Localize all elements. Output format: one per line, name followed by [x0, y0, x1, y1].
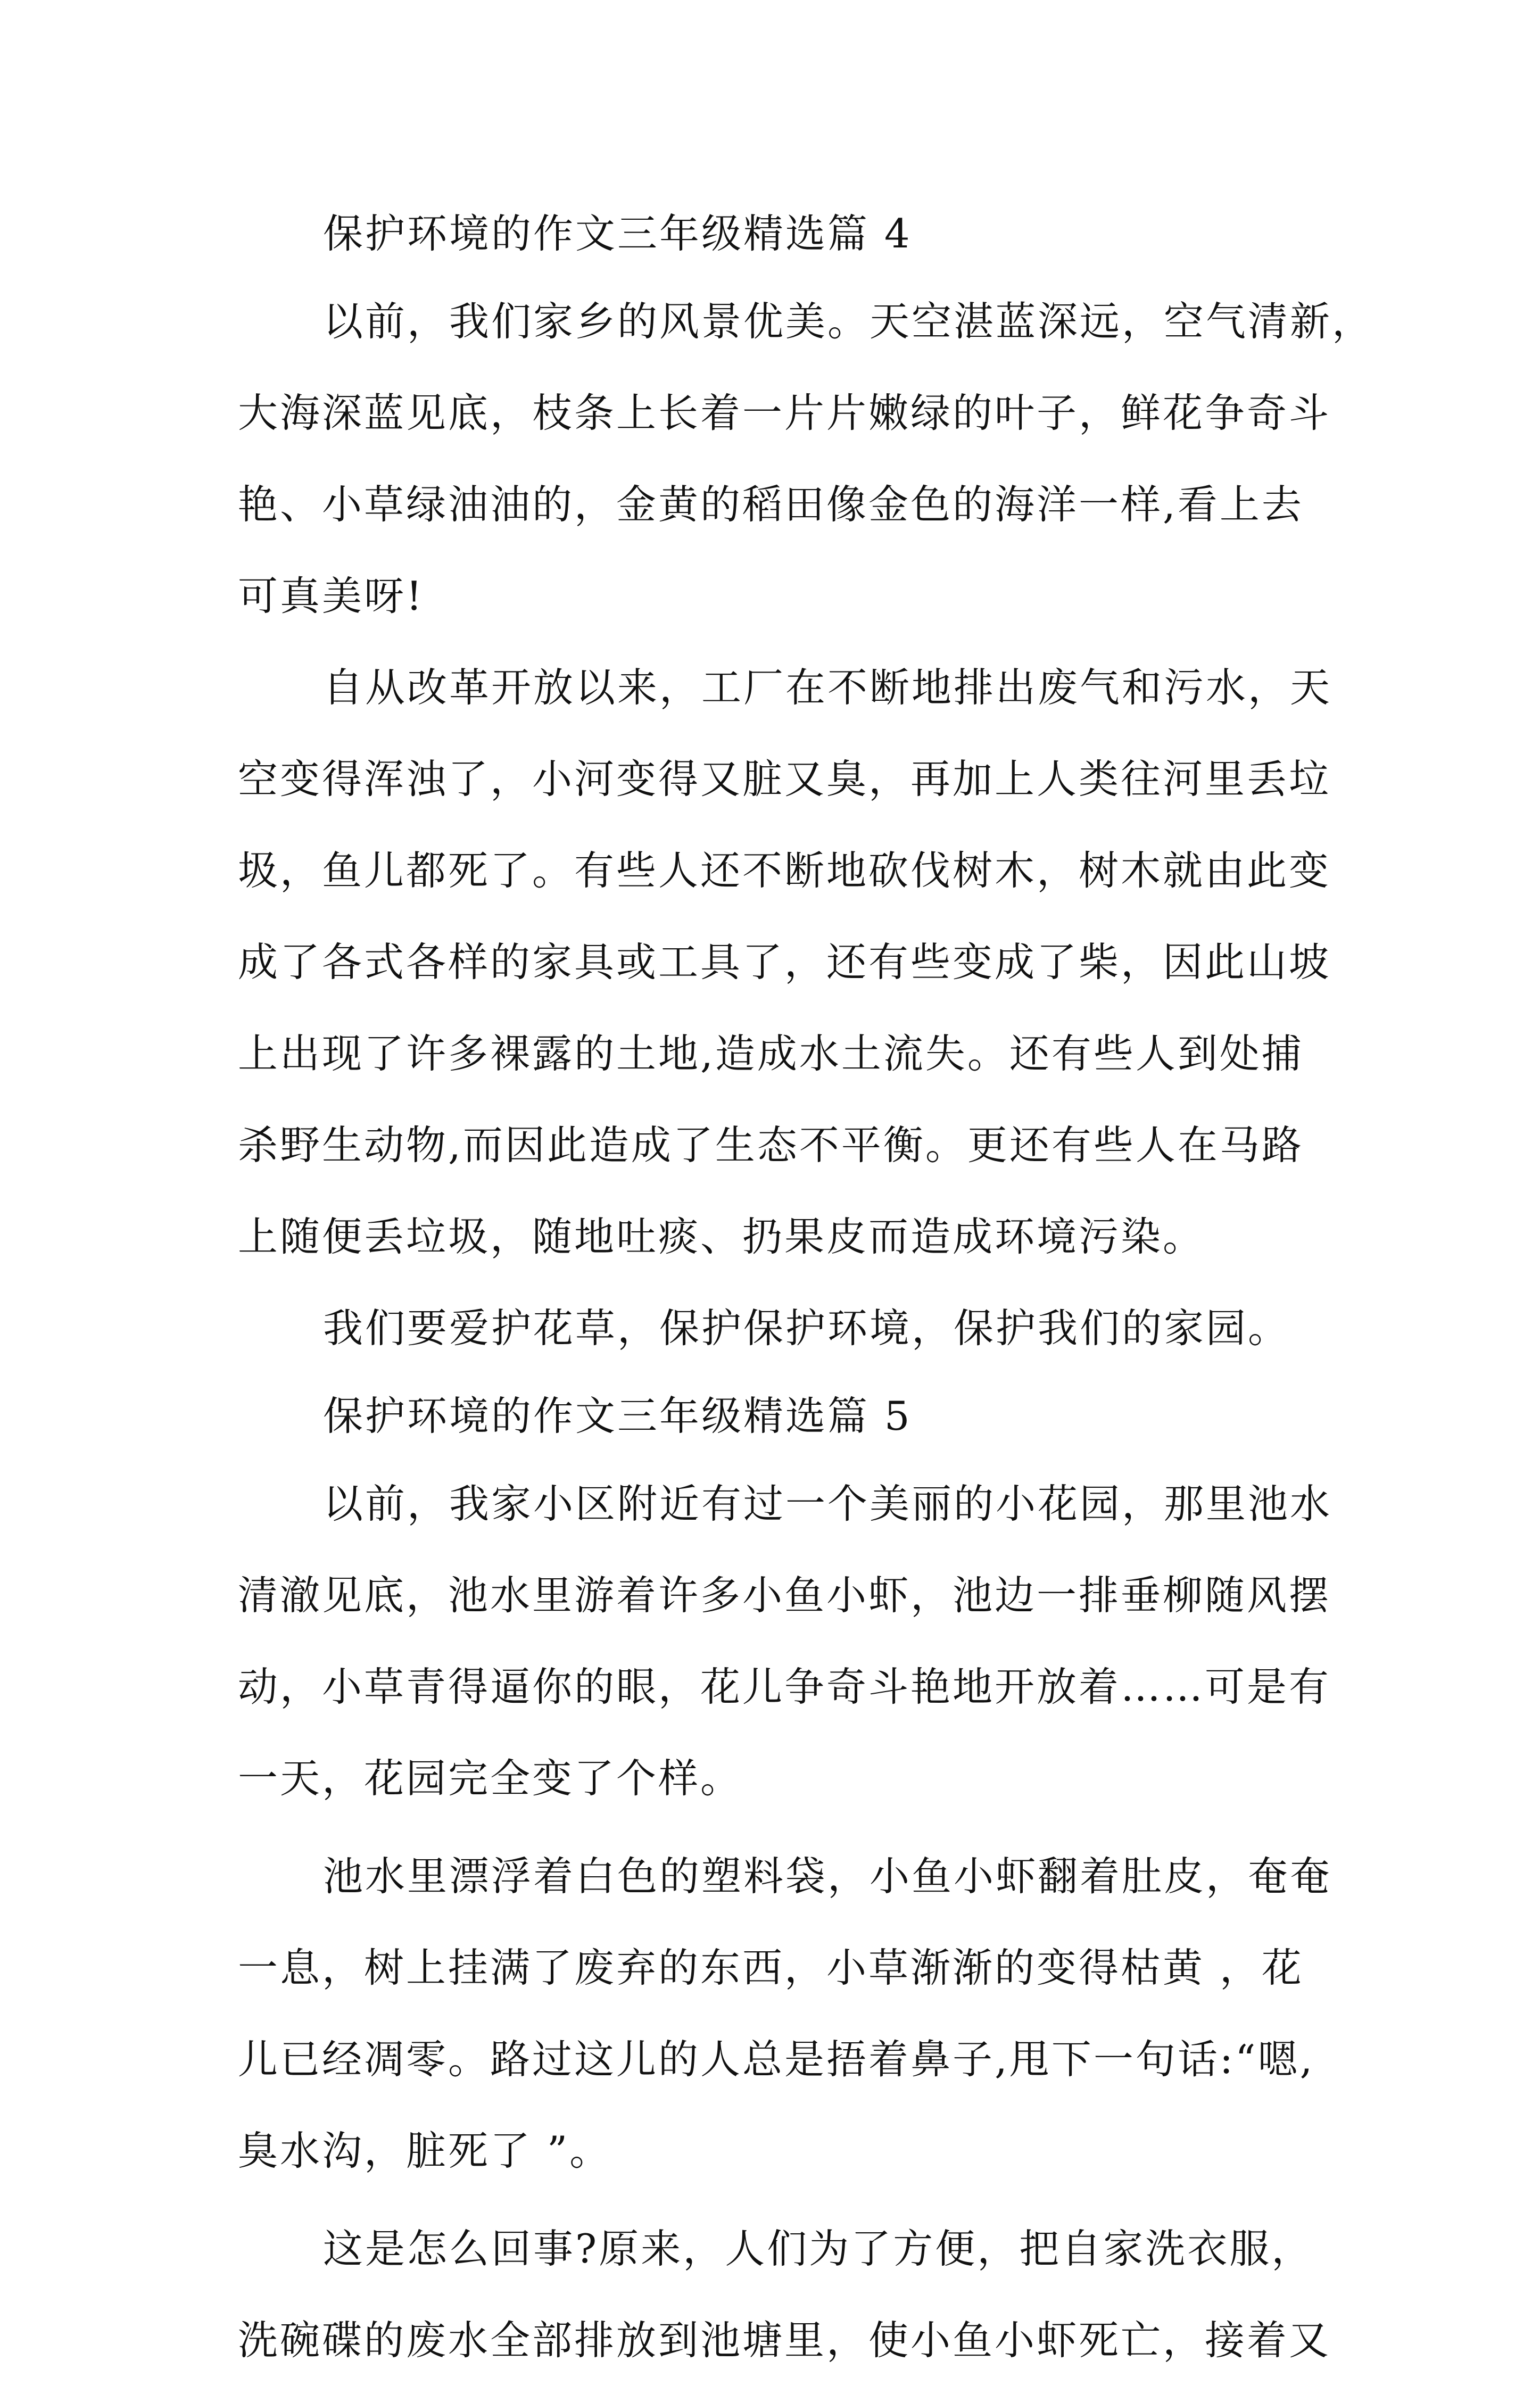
- paragraph-5: [238, 1830, 1332, 2197]
- text-line: 以前，我家小区附近有过一个美丽的小花园，那里池水: [323, 1480, 1332, 1527]
- text-line: 池水里漂浮着白色的塑料袋，小鱼小虾翻着肚皮，奄奄: [323, 1853, 1332, 1900]
- text-line: 我们要爱护花草，保护保护环境，保护我们的家园。: [323, 1305, 1290, 1352]
- section-heading-5: 保护环境的作文三年级精选篇 5: [323, 1393, 912, 1439]
- paragraph-1: [238, 276, 1375, 642]
- text-line: 上出现了许多裸露的土地,造成水土流失。还有些人到处捕: [238, 1030, 1304, 1077]
- text-line: 一息，树上挂满了废弃的东西，小草渐渐的变得枯黄 ，花: [238, 1944, 1304, 1991]
- paragraph-2: [238, 642, 1332, 1282]
- text-line: 可真美呀!: [238, 573, 425, 619]
- text-line: 动，小草青得逼你的眼，花儿争奇斗艳地开放着……可是有: [238, 1663, 1331, 1710]
- text-line: 自从改革开放以来，工厂在不断地排出废气和污水，天: [323, 664, 1332, 711]
- document-body: [238, 192, 1375, 2386]
- text-line: 洗碗碟的废水全部排放到池塘里，使小鱼小虾死亡，接着又: [238, 2317, 1331, 2364]
- text-line: 一天，花园完全变了个样。: [238, 1755, 743, 1802]
- text-line: 臭水沟，脏死了 ”。: [238, 2127, 612, 2174]
- text-line: 这是怎么回事?原来，人们为了方便，把自家洗衣服，: [323, 2225, 1314, 2272]
- paragraph-gap: [238, 2197, 1318, 2203]
- text-line: 以前，我们家乡的风景优美。天空湛蓝深远，空气清新，: [323, 298, 1375, 345]
- text-line: 大海深蓝见底，枝条上长着一片片嫩绿的叶子，鲜花争奇斗: [238, 390, 1331, 436]
- paragraph-3: [238, 1282, 1318, 1374]
- paragraph-6: [238, 2203, 1331, 2386]
- section-heading-4: 保护环境的作文三年级精选篇 4: [323, 210, 912, 257]
- text-line: 艳、小草绿油油的，金黄的稻田像金色的海洋一样,看上去: [238, 481, 1304, 528]
- paragraph-4: [238, 1458, 1332, 1824]
- text-line: 清澈见底，池水里游着许多小鱼小虾，池边一排垂柳随风摆: [238, 1572, 1331, 1619]
- text-line: 儿已经凋零。路过这儿的人总是捂着鼻子,甩下一句话:“嗯,: [238, 2036, 1315, 2083]
- text-line: 上随便丢垃圾，随地吐痰、扔果皮而造成环境污染。: [238, 1213, 1205, 1260]
- text-line: 圾，鱼儿都死了。有些人还不断地砍伐树木，树木就由此变: [238, 847, 1331, 894]
- paragraph-gap: [238, 1824, 1318, 1830]
- text-line: 成了各式各样的家具或工具了，还有些变成了柴，因此山坡: [238, 939, 1331, 985]
- text-line: 杀野生动物,而因此造成了生态不平衡。更还有些人在马路: [238, 1122, 1304, 1169]
- text-line: 空变得浑浊了，小河变得又脏又臭，再加上人类往河里丢垃: [238, 756, 1331, 802]
